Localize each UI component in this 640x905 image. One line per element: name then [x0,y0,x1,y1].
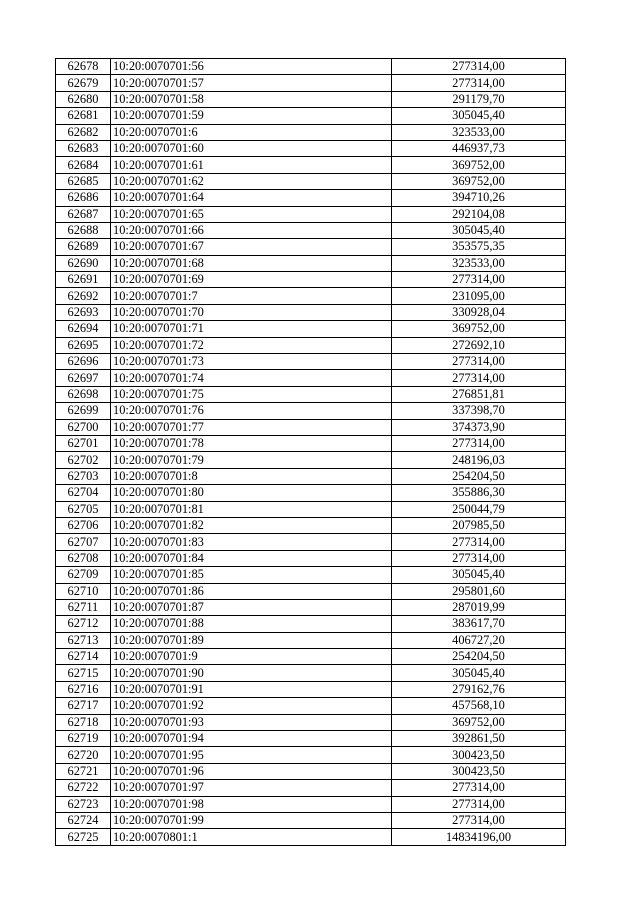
cadastral-value-cell: 291179,70 [392,91,566,107]
cadastral-value-cell: 305045,40 [392,567,566,583]
row-number-cell: 62712 [56,616,111,632]
cadastral-number-cell: 10:20:0070701:80 [111,485,392,501]
table-body [56,59,566,846]
row-number-cell: 62684 [56,157,111,173]
cadastral-number-cell: 10:20:0070701:60 [111,140,392,156]
table-row [56,157,566,173]
cadastral-value-cell: 250044,79 [392,501,566,517]
table-row [56,124,566,140]
row-number-cell: 62720 [56,747,111,763]
cadastral-number-cell: 10:20:0070701:65 [111,206,392,222]
cadastral-number-cell: 10:20:0070701:89 [111,632,392,648]
row-number-cell: 62694 [56,321,111,337]
cadastral-value-cell: 277314,00 [392,435,566,451]
cadastral-value-cell: 305045,40 [392,665,566,681]
cadastral-value-cell: 355886,30 [392,485,566,501]
cadastral-number-cell: 10:20:0070701:72 [111,337,392,353]
cadastral-value-cell: 277314,00 [392,272,566,288]
table-row [56,108,566,124]
row-number-cell: 62722 [56,780,111,796]
cadastral-number-cell: 10:20:0070701:82 [111,517,392,533]
cadastral-number-cell: 10:20:0070701:71 [111,321,392,337]
cadastral-value-cell: 300423,50 [392,763,566,779]
cadastral-value-cell: 392861,50 [392,731,566,747]
row-number-cell: 62717 [56,698,111,714]
table-row [56,517,566,533]
row-number-cell: 62692 [56,288,111,304]
cadastral-number-cell: 10:20:0070701:68 [111,255,392,271]
cadastral-number-cell: 10:20:0070701:96 [111,763,392,779]
cadastral-value-cell: 279162,76 [392,681,566,697]
cadastral-number-cell: 10:20:0070701:97 [111,780,392,796]
cadastral-value-cell: 277314,00 [392,59,566,75]
cadastral-number-cell: 10:20:0070701:77 [111,419,392,435]
cadastral-value-cell: 277314,00 [392,534,566,550]
cadastral-value-cell: 369752,00 [392,173,566,189]
table-row [56,616,566,632]
cadastral-value-cell: 254204,50 [392,468,566,484]
table-row [56,321,566,337]
table-row [56,780,566,796]
table-row [56,370,566,386]
cadastral-value-cell: 330928,04 [392,304,566,320]
cadastral-number-cell: 10:20:0070701:84 [111,550,392,566]
cadastral-number-cell: 10:20:0070701:61 [111,157,392,173]
row-number-cell: 62687 [56,206,111,222]
cadastral-number-cell: 10:20:0070701:85 [111,567,392,583]
row-number-cell: 62700 [56,419,111,435]
row-number-cell: 62724 [56,812,111,828]
table-row [56,190,566,206]
cadastral-number-cell: 10:20:0070701:92 [111,698,392,714]
cadastral-value-cell: 277314,00 [392,780,566,796]
table-row [56,583,566,599]
table-row [56,59,566,75]
table-row [56,763,566,779]
table-row [56,796,566,812]
cadastral-value-cell: 300423,50 [392,747,566,763]
table-row [56,206,566,222]
table-row [56,731,566,747]
table-row [56,173,566,189]
cadastral-number-cell: 10:20:0070701:83 [111,534,392,550]
table-row [56,435,566,451]
row-number-cell: 62711 [56,599,111,615]
cadastral-number-cell: 10:20:0070701:9 [111,649,392,665]
row-number-cell: 62683 [56,140,111,156]
cadastral-number-cell: 10:20:0070701:67 [111,239,392,255]
cadastral-number-cell: 10:20:0070701:94 [111,731,392,747]
cadastral-value-cell: 207985,50 [392,517,566,533]
cadastral-number-cell: 10:20:0070701:7 [111,288,392,304]
row-number-cell: 62688 [56,222,111,238]
row-number-cell: 62708 [56,550,111,566]
cadastral-value-cell: 369752,00 [392,321,566,337]
row-number-cell: 62725 [56,829,111,845]
cadastral-number-cell: 10:20:0070801:1 [111,829,392,845]
table-row [56,403,566,419]
cadastral-value-cell: 446937,73 [392,140,566,156]
row-number-cell: 62696 [56,354,111,370]
table-row [56,698,566,714]
cadastral-value-cell: 277314,00 [392,354,566,370]
cadastral-number-cell: 10:20:0070701:95 [111,747,392,763]
table-row [56,468,566,484]
table-row [56,747,566,763]
cadastral-number-cell: 10:20:0070701:86 [111,583,392,599]
row-number-cell: 62702 [56,452,111,468]
cadastral-value-cell: 272692,10 [392,337,566,353]
cadastral-value-cell: 14834196,00 [392,829,566,845]
cadastral-value-cell: 369752,00 [392,714,566,730]
table-row [56,304,566,320]
table-row [56,550,566,566]
cadastral-value-cell: 374373,90 [392,419,566,435]
row-number-cell: 62705 [56,501,111,517]
row-number-cell: 62691 [56,272,111,288]
cadastral-number-cell: 10:20:0070701:75 [111,386,392,402]
cadastral-number-cell: 10:20:0070701:99 [111,812,392,828]
cadastral-number-cell: 10:20:0070701:78 [111,435,392,451]
row-number-cell: 62710 [56,583,111,599]
cadastral-number-cell: 10:20:0070701:64 [111,190,392,206]
row-number-cell: 62723 [56,796,111,812]
cadastral-value-cell: 248196,03 [392,452,566,468]
cadastral-value-cell: 305045,40 [392,222,566,238]
cadastral-number-cell: 10:20:0070701:69 [111,272,392,288]
row-number-cell: 62698 [56,386,111,402]
row-number-cell: 62713 [56,632,111,648]
table-row [56,485,566,501]
table-row [56,255,566,271]
row-number-cell: 62685 [56,173,111,189]
cadastral-value-cell: 287019,99 [392,599,566,615]
row-number-cell: 62695 [56,337,111,353]
table-row [56,140,566,156]
row-number-cell: 62715 [56,665,111,681]
row-number-cell: 62689 [56,239,111,255]
table-row [56,567,566,583]
cadastral-value-cell: 231095,00 [392,288,566,304]
cadastral-number-cell: 10:20:0070701:73 [111,354,392,370]
row-number-cell: 62678 [56,59,111,75]
cadastral-number-cell: 10:20:0070701:8 [111,468,392,484]
cadastral-number-cell: 10:20:0070701:70 [111,304,392,320]
cadastral-number-cell: 10:20:0070701:76 [111,403,392,419]
row-number-cell: 62679 [56,75,111,91]
row-number-cell: 62706 [56,517,111,533]
table-row [56,91,566,107]
cadastral-value-table [55,58,566,846]
table-row [56,681,566,697]
cadastral-value-cell: 277314,00 [392,796,566,812]
cadastral-number-cell: 10:20:0070701:58 [111,91,392,107]
row-number-cell: 62718 [56,714,111,730]
row-number-cell: 62704 [56,485,111,501]
row-number-cell: 62699 [56,403,111,419]
table-row [56,534,566,550]
row-number-cell: 62709 [56,567,111,583]
row-number-cell: 62680 [56,91,111,107]
row-number-cell: 62716 [56,681,111,697]
row-number-cell: 62707 [56,534,111,550]
cadastral-number-cell: 10:20:0070701:6 [111,124,392,140]
row-number-cell: 62719 [56,731,111,747]
table-row [56,419,566,435]
row-number-cell: 62686 [56,190,111,206]
cadastral-value-cell: 254204,50 [392,649,566,665]
row-number-cell: 62690 [56,255,111,271]
table-row [56,354,566,370]
cadastral-value-cell: 276851,81 [392,386,566,402]
table-row [56,75,566,91]
table-row [56,288,566,304]
cadastral-value-cell: 323533,00 [392,124,566,140]
table-row [56,714,566,730]
cadastral-value-cell: 369752,00 [392,157,566,173]
table-row [56,829,566,845]
cadastral-number-cell: 10:20:0070701:88 [111,616,392,632]
table-row [56,665,566,681]
cadastral-number-cell: 10:20:0070701:90 [111,665,392,681]
cadastral-number-cell: 10:20:0070701:79 [111,452,392,468]
cadastral-value-cell: 457568,10 [392,698,566,714]
table-row [56,272,566,288]
cadastral-number-cell: 10:20:0070701:57 [111,75,392,91]
cadastral-value-cell: 277314,00 [392,812,566,828]
table-row [56,812,566,828]
row-number-cell: 62681 [56,108,111,124]
table-row [56,386,566,402]
cadastral-value-cell: 277314,00 [392,550,566,566]
table-row [56,632,566,648]
cadastral-number-cell: 10:20:0070701:81 [111,501,392,517]
cadastral-number-cell: 10:20:0070701:66 [111,222,392,238]
table-row [56,337,566,353]
cadastral-value-cell: 277314,00 [392,370,566,386]
table-row [56,599,566,615]
row-number-cell: 62697 [56,370,111,386]
table-row [56,452,566,468]
cadastral-value-cell: 292104,08 [392,206,566,222]
cadastral-number-cell: 10:20:0070701:56 [111,59,392,75]
cadastral-value-cell: 295801,60 [392,583,566,599]
cadastral-value-cell: 277314,00 [392,75,566,91]
table-row [56,649,566,665]
cadastral-number-cell: 10:20:0070701:59 [111,108,392,124]
row-number-cell: 62703 [56,468,111,484]
row-number-cell: 62714 [56,649,111,665]
row-number-cell: 62693 [56,304,111,320]
cadastral-number-cell: 10:20:0070701:93 [111,714,392,730]
table-row [56,501,566,517]
cadastral-value-cell: 406727,20 [392,632,566,648]
table-row [56,239,566,255]
row-number-cell: 62701 [56,435,111,451]
row-number-cell: 62721 [56,763,111,779]
cadastral-number-cell: 10:20:0070701:91 [111,681,392,697]
cadastral-value-cell: 394710,26 [392,190,566,206]
cadastral-value-cell: 323533,00 [392,255,566,271]
cadastral-value-cell: 337398,70 [392,403,566,419]
cadastral-value-cell: 353575,35 [392,239,566,255]
document-page [55,58,566,846]
cadastral-number-cell: 10:20:0070701:74 [111,370,392,386]
cadastral-number-cell: 10:20:0070701:87 [111,599,392,615]
row-number-cell: 62682 [56,124,111,140]
cadastral-value-cell: 383617,70 [392,616,566,632]
cadastral-number-cell: 10:20:0070701:98 [111,796,392,812]
cadastral-value-cell: 305045,40 [392,108,566,124]
table-row [56,222,566,238]
cadastral-number-cell: 10:20:0070701:62 [111,173,392,189]
